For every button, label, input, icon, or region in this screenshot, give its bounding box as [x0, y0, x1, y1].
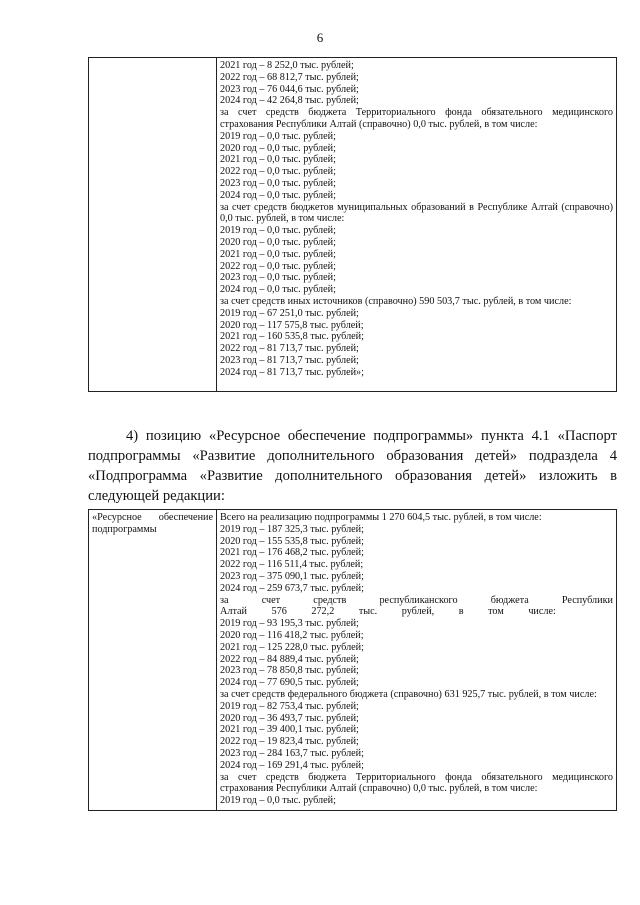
resource-label-cell: [89, 510, 217, 811]
text-line: 2021 год – 0,0 тыс. рублей;: [220, 154, 336, 166]
text-line: 2019 год – 67 251,0 тыс. рублей;: [220, 307, 359, 319]
text-line: 2024 год – 81 713,7 тыс. рублей»;: [220, 366, 364, 378]
text-line: 2022 год – 0,0 тыс. рублей;: [220, 260, 336, 272]
text-line: 2022 год – 19 823,4 тыс. рублей;: [220, 736, 359, 748]
text-line: 2023 год – 76 044,6 тыс. рублей;: [220, 83, 359, 95]
label-cell-empty: [89, 58, 217, 392]
text-line: за счет средств бюджета Территориального фонда обязательного медицинского страхования Республики Алтай (справочно) 0,0 тыс. рублей, в том числе:: [220, 771, 613, 795]
text-line: за счет средств республиканского бюджета Республики Алтай 576 272,2 тыс. рублей, в том числе:: [220, 594, 613, 618]
text-line: 2019 год – 93 195,3 тыс. рублей;: [220, 618, 359, 630]
resource-values-cell: [217, 58, 617, 392]
text-line: 2020 год – 116 418,2 тыс. рублей;: [220, 629, 364, 641]
text-line: 2021 год – 160 535,8 тыс. рублей;: [220, 331, 364, 343]
text-line: 2019 год – 0,0 тыс. рублей;: [220, 225, 336, 237]
text-line: 2021 год – 125 228,0 тыс. рублей;: [220, 641, 364, 653]
text-line: 2021 год – 0,0 тыс. рублей;: [220, 248, 336, 260]
text-line: 2019 год – 0,0 тыс. рублей;: [220, 795, 336, 807]
text-line: 2020 год – 0,0 тыс. рублей;: [220, 236, 336, 248]
text-line: 2022 год – 0,0 тыс. рублей;: [220, 166, 336, 178]
text-line: за счет средств федерального бюджета (справочно) 631 925,7 тыс. рублей, в том числе:: [220, 688, 597, 700]
text-line: Всего на реализацию подпрограммы 1 270 604,5 тыс. рублей, в том числе:: [220, 512, 542, 523]
text-line: 2023 год – 0,0 тыс. рублей;: [220, 177, 336, 189]
text-line: 2021 год – 176 468,2 тыс. рублей;: [220, 547, 364, 559]
text-line: 2023 год – 0,0 тыс. рублей;: [220, 272, 336, 284]
text-line: 2022 год – 81 713,7 тыс. рублей;: [220, 343, 359, 355]
text-line: 2019 год – 0,0 тыс. рублей;: [220, 130, 336, 142]
text-line: 2019 год – 187 325,3 тыс. рублей;: [220, 523, 364, 535]
text-line: 2024 год – 169 291,4 тыс. рублей;: [220, 759, 364, 771]
text-line: 2023 год – 284 163,7 тыс. рублей;: [220, 747, 364, 759]
text-line: 2024 год – 0,0 тыс. рублей;: [220, 189, 336, 201]
text-line: 2023 год – 81 713,7 тыс. рублей;: [220, 354, 359, 366]
amendment-paragraph: [88, 426, 617, 506]
text-line: за счет средств бюджетов муниципальных образований в Республике Алтай (справочно) 0,0 тыс. рублей, в том числе:: [220, 201, 613, 225]
resource-label: «Ресурсное обеспечение подпрограммы: [92, 512, 213, 535]
text-line: 2020 год – 0,0 тыс. рублей;: [220, 142, 336, 154]
text-line: 2024 год – 42 264,8 тыс. рублей;: [220, 95, 359, 107]
text-line: 2020 год – 155 535,8 тыс. рублей;: [220, 535, 364, 547]
text-line: 2020 год – 36 493,7 тыс. рублей;: [220, 712, 359, 724]
resource-values-cell: [217, 510, 617, 811]
page-number: 6: [316, 30, 324, 45]
text-line: за счет средств бюджета Территориального фонда обязательного медицинского страхования Республики Алтай (справочно) 0,0 тыс. рублей, в том числе:: [220, 107, 613, 130]
text-line: 2021 год – 39 400,1 тыс. рублей;: [220, 724, 359, 736]
text-line: 2023 год – 375 090,1 тыс. рублей;: [220, 570, 364, 582]
text-line: 2023 год – 78 850,8 тыс. рублей;: [220, 665, 359, 677]
resource-table-new: [88, 509, 617, 811]
text-line: 2024 год – 77 690,5 тыс. рублей;: [220, 677, 359, 689]
text-line: 2024 год – 0,0 тыс. рублей;: [220, 284, 336, 296]
amendment-paragraph-text: 4) позицию «Ресурсное обеспечение подпрограммы» пункта 4.1 «Паспорт подпрограммы «Развитие дополнительного образования детей» подраздела 4 «Подпрограмма «Развитие дополнительного образования детей» изложить в следующей редакции:: [88, 428, 617, 504]
text-line: за счет средств иных источников (справочно) 590 503,7 тыс. рублей, в том числе:: [220, 295, 572, 307]
text-line: 2022 год – 116 511,4 тыс. рублей;: [220, 559, 364, 571]
text-line: 2022 год – 68 812,7 тыс. рублей;: [220, 71, 359, 83]
text-line: 2022 год – 84 889,4 тыс. рублей;: [220, 653, 359, 665]
text-line: 2020 год – 117 575,8 тыс. рублей;: [220, 319, 364, 331]
resource-table-continued: [88, 57, 617, 392]
text-line: 2021 год – 8 252,0 тыс. рублей;: [220, 60, 354, 71]
text-line: 2019 год – 82 753,4 тыс. рублей;: [220, 700, 359, 712]
text-line: 2024 год – 259 673,7 тыс. рублей;: [220, 582, 364, 594]
